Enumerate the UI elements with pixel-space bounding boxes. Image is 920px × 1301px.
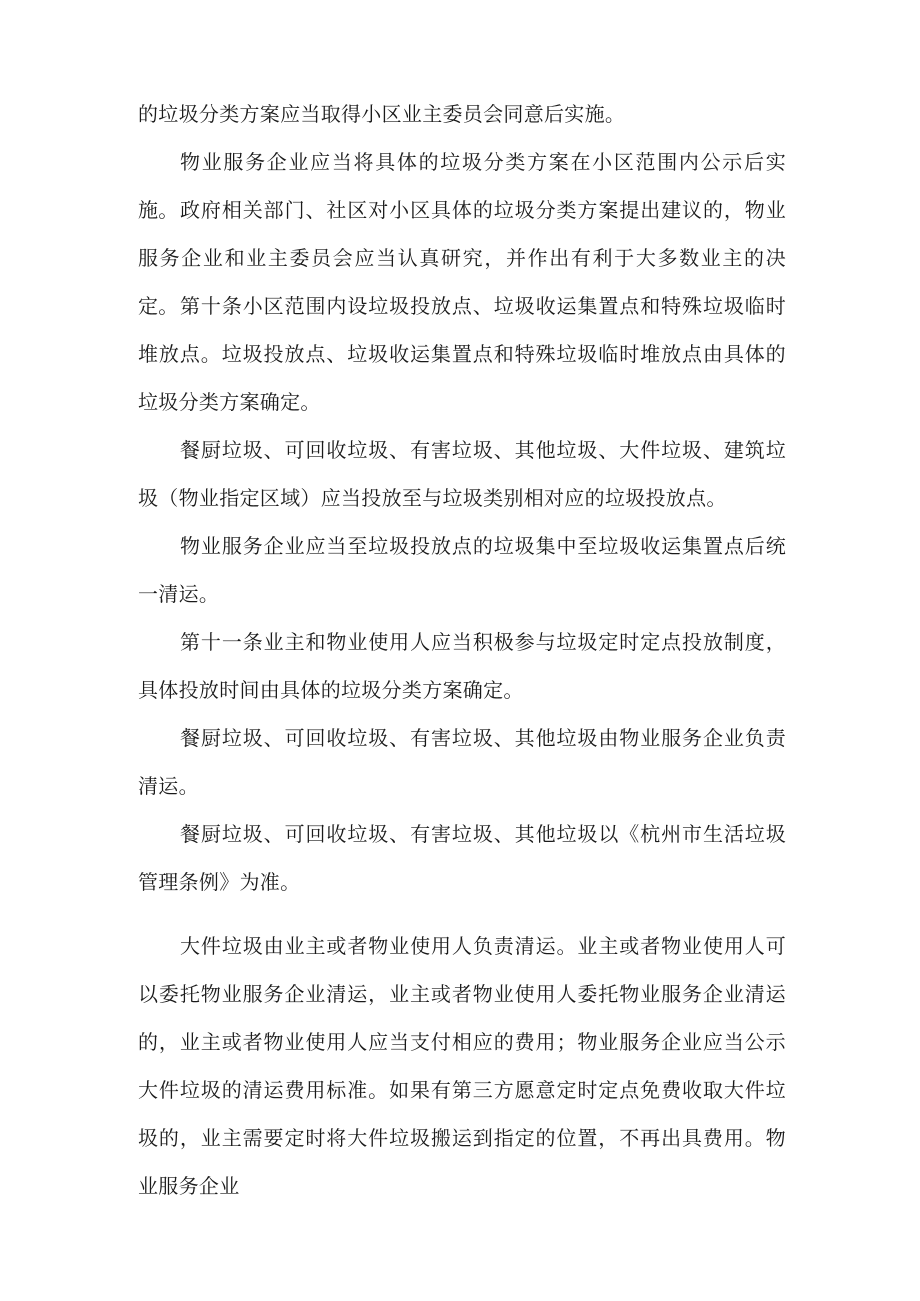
- paragraph-continuation: 的垃圾分类方案应当取得小区业主委员会同意后实施。: [138, 102, 626, 126]
- paragraph-publicize-plan: 物业服务企业应当将具体的垃圾分类方案在小区范围内公示后实施。: [138, 150, 786, 222]
- paragraph-bulky-waste: 大件垃圾由业主或者物业使用人负责清运。业主或者物业使用人可以委托物业服务企业清运，业主或者物业使用人委托物业服务企业清运的，业主或者物业使用人应当支付相应的费用；物业服务企业应当公示大件垃圾的清运费用标准。如果有第三方愿意定时定点免费收取大件垃圾的，业主需要定时将大件垃圾搬运到指定的位置，不再出具费用。物业服务企业: [138, 934, 786, 1198]
- paragraph-government-suggestions: 政府相关部门、社区对小区具体的垃圾分类方案提出建议的，物业服务企业和业主委员会应当认真研究，并作出有利于大多数业主的决定。: [138, 198, 786, 318]
- paragraph-unified-collection: 物业服务企业应当至垃圾投放点的垃圾集中至垃圾收运集置点后统一清运。: [138, 534, 786, 606]
- paragraph-article-11: 第十一条业主和物业使用人应当积极参与垃圾定时定点投放制度，具体投放时间由具体的垃圾分类方案确定。: [138, 630, 786, 702]
- paragraph-hangzhou-regulation: 餐厨垃圾、可回收垃圾、有害垃圾、其他垃圾以《杭州市生活垃圾管理条例》为准。: [138, 822, 786, 894]
- paragraph-property-clearance: 餐厨垃圾、可回收垃圾、有害垃圾、其他垃圾由物业服务企业负责清运。: [138, 726, 786, 798]
- paragraph-article-10: 第十条小区范围内设垃圾投放点、垃圾收运集置点和特殊垃圾临时堆放点。垃圾投放点、垃圾收运集置点和特殊垃圾临时堆放点由具体的垃圾分类方案确定。: [138, 294, 786, 414]
- paragraph-garbage-categories: 餐厨垃圾、可回收垃圾、有害垃圾、其他垃圾、大件垃圾、建筑垃圾（物业指定区域）应当投放至与垃圾类别相对应的垃圾投放点。: [138, 438, 786, 510]
